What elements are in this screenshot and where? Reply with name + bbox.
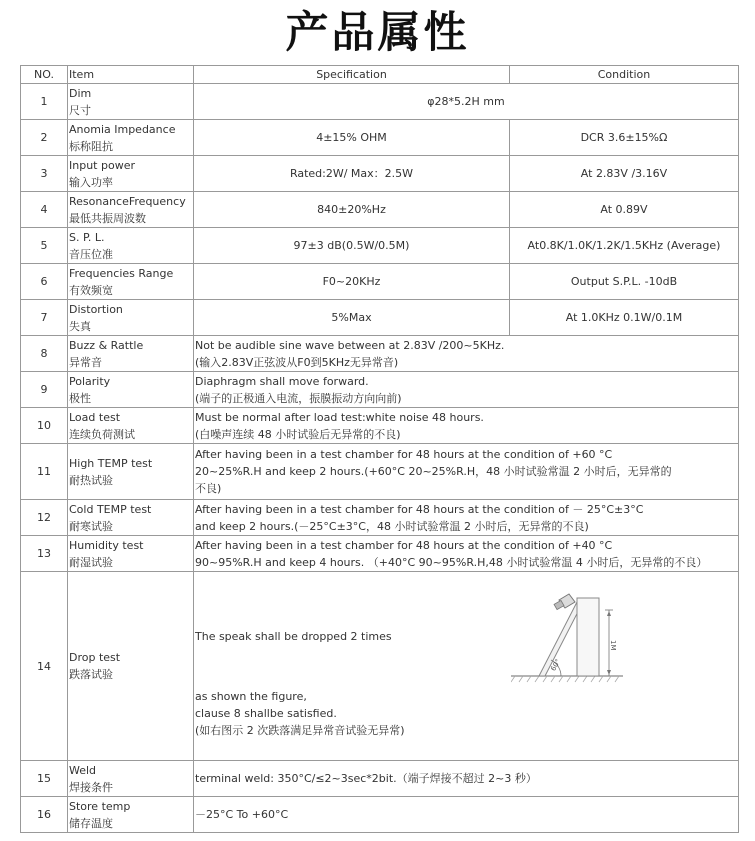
item-name-cn: 储存温度 — [69, 816, 113, 830]
description-cell — [194, 761, 739, 797]
item-name-en: Input power — [69, 158, 135, 172]
item-name-cn: 耐寒试验 — [69, 519, 113, 533]
table-row — [21, 761, 739, 797]
table-row — [21, 300, 739, 336]
item-name-cn: 输入功率 — [69, 175, 113, 189]
item-cell — [68, 300, 194, 336]
description-cell — [194, 444, 739, 500]
item-name-en: Frequencies Range — [69, 266, 174, 280]
header-item: Item — [68, 66, 194, 84]
table-row — [21, 84, 739, 120]
table-row — [21, 536, 739, 572]
item-name-cn: 有效频宽 — [69, 283, 113, 297]
item-name-en: S. P. L. — [69, 230, 105, 244]
row-number: 8 — [21, 336, 68, 372]
item-name-en: Buzz & Rattle — [69, 338, 144, 352]
table-row — [21, 336, 739, 372]
description-line: Must be normal after load test:white noise 48 hours. — [195, 410, 484, 424]
item-name-cn: 耐湿试验 — [69, 555, 113, 569]
item-cell — [68, 264, 194, 300]
description-line: (如右图示 2 次跌落满足异常音试验无异常) — [195, 724, 405, 737]
item-name-cn: 焊接条件 — [69, 780, 113, 794]
header-spec: Specification — [194, 66, 510, 84]
description-cell — [194, 797, 739, 833]
item-cell — [68, 120, 194, 156]
drop-test-figure — [511, 586, 631, 690]
item-cell — [68, 572, 194, 761]
row-number: 10 — [21, 408, 68, 444]
item-cell — [68, 84, 194, 120]
table-row — [21, 408, 739, 444]
description-line: －25°C To +60°C — [195, 808, 289, 821]
spec-cell: F0~20KHz — [194, 264, 510, 300]
description-cell — [194, 408, 739, 444]
spec-cell: 97±3 dB(0.5W/0.5M) — [194, 228, 510, 264]
item-name-cn: 尺寸 — [69, 103, 91, 117]
description-line: The speak shall be dropped 2 times — [195, 630, 392, 643]
properties-table — [20, 65, 739, 833]
description-cell — [194, 336, 739, 372]
item-name-en: Weld — [69, 763, 97, 777]
row-number: 6 — [21, 264, 68, 300]
item-cell — [68, 797, 194, 833]
condition-cell: Output S.P.L. -10dB — [510, 264, 739, 300]
description-line: clause 8 shallbe satisfied. — [195, 707, 337, 720]
item-cell — [68, 500, 194, 536]
item-name-cn: 最低共振周波数 — [69, 211, 146, 225]
item-cell — [68, 228, 194, 264]
row-number: 2 — [21, 120, 68, 156]
item-name-cn: 异常音 — [69, 355, 102, 369]
item-name-en: Distortion — [69, 302, 123, 316]
height-label: 1M — [609, 640, 617, 651]
item-name-en: Cold TEMP test — [69, 502, 152, 516]
spec-cell: 5%Max — [194, 300, 510, 336]
condition-cell: At 1.0KHz 0.1W/0.1M — [510, 300, 739, 336]
description-line: as shown the figure, — [195, 690, 307, 703]
condition-cell: At 2.83V /3.16V — [510, 156, 739, 192]
description-line: After having been in a test chamber for 48 hours at the condition of － 25°C±3°C — [195, 502, 644, 516]
angle-label: 60° — [549, 657, 563, 673]
item-name-cn: 耐热试验 — [69, 473, 113, 487]
item-name-cn: 极性 — [69, 391, 91, 405]
table-row — [21, 192, 739, 228]
table-row — [21, 500, 739, 536]
description-line: (输入2.83V正弦波从F0到5KHz无异常音) — [195, 355, 399, 369]
description-line: Diaphragm shall move forward. — [195, 374, 369, 388]
description-line: 20~25%R.H and keep 2 hours.(+60°C 20~25%R.H，48 小时试验常温 2 小时后，无异常的 — [195, 465, 672, 478]
item-name-en: Drop test — [69, 651, 121, 664]
description-line: (白噪声连续 48 小时试验后无异常的不良) — [195, 427, 401, 441]
row-number: 16 — [21, 797, 68, 833]
row-number: 15 — [21, 761, 68, 797]
table-row — [21, 264, 739, 300]
item-cell — [68, 372, 194, 408]
row-number: 7 — [21, 300, 68, 336]
row-number: 13 — [21, 536, 68, 572]
spec-cell: Rated:2W/ Max：2.5W — [194, 156, 510, 192]
item-name-en: Polarity — [69, 374, 111, 388]
table-row — [21, 156, 739, 192]
item-name-cn: 连续负荷测试 — [69, 427, 135, 441]
item-name-en: Store temp — [69, 799, 131, 813]
item-cell — [68, 156, 194, 192]
item-name-en: Load test — [69, 410, 121, 424]
row-number: 3 — [21, 156, 68, 192]
item-cell — [68, 761, 194, 797]
description-line: terminal weld: 350°C/≤2~3sec*2bit.（端子焊接不超过 2~3 秒） — [195, 772, 537, 785]
description-line: (端子的正极通入电流，振膜振动方向向前) — [195, 391, 402, 405]
table-row — [21, 797, 739, 833]
item-cell — [68, 408, 194, 444]
description-line: 90~95%R.H and keep 4 hours. （+40°C 90~95%R.H,48 小时试验常温 4 小时后，无异常的不良） — [195, 555, 708, 569]
description-line: After having been in a test chamber for 48 hours at the condition of +40 °C — [195, 538, 613, 552]
row-number: 12 — [21, 500, 68, 536]
page-title: 产品属性 — [285, 8, 470, 58]
item-name-cn: 跌落试验 — [69, 668, 113, 681]
description-line: After having been in a test chamber for 48 hours at the condition of +60 °C — [195, 448, 613, 461]
row-number: 11 — [21, 444, 68, 500]
item-name-en: ResonanceFrequency — [69, 194, 186, 208]
header-cond: Condition — [510, 66, 739, 84]
condition-cell: DCR 3.6±15%Ω — [510, 120, 739, 156]
item-name-en: Humidity test — [69, 538, 144, 552]
row-number: 4 — [21, 192, 68, 228]
item-cell — [68, 336, 194, 372]
item-name-cn: 标称阻抗 — [69, 139, 113, 153]
spec-cell: 840±20%Hz — [194, 192, 510, 228]
row-number: 1 — [21, 84, 68, 120]
item-cell — [68, 192, 194, 228]
table-row — [21, 120, 739, 156]
spec-cell: φ28*5.2H mm — [194, 84, 739, 120]
item-cell — [68, 444, 194, 500]
description-line: Not be audible sine wave between at 2.83V /200~5KHz. — [195, 338, 505, 352]
item-name-cn: 失真 — [69, 319, 91, 333]
description-line: 不良) — [195, 482, 222, 495]
table-row — [21, 444, 739, 500]
item-cell — [68, 536, 194, 572]
table-header-row — [21, 66, 739, 84]
row-number: 5 — [21, 228, 68, 264]
description-line: and keep 2 hours.(－25°C±3°C，48 小时试验常温 2 小时后，无异常的不良) — [195, 519, 589, 533]
item-name-en: Dim — [69, 86, 92, 100]
condition-cell: At0.8K/1.0K/1.2K/1.5KHz (Average) — [510, 228, 739, 264]
row-number: 14 — [21, 572, 68, 761]
spec-cell: 4±15% OHM — [194, 120, 510, 156]
table-row — [21, 372, 739, 408]
item-name-en: Anomia Impedance — [69, 122, 176, 136]
condition-cell: At 0.89V — [510, 192, 739, 228]
item-name-cn: 音压位准 — [69, 247, 113, 261]
description-cell — [194, 372, 739, 408]
table-row — [21, 572, 739, 761]
row-number: 9 — [21, 372, 68, 408]
description-cell — [194, 536, 739, 572]
description-cell — [194, 572, 739, 761]
description-cell — [194, 500, 739, 536]
header-no: NO. — [21, 66, 68, 84]
table-row — [21, 228, 739, 264]
item-name-en: High TEMP test — [69, 456, 153, 470]
